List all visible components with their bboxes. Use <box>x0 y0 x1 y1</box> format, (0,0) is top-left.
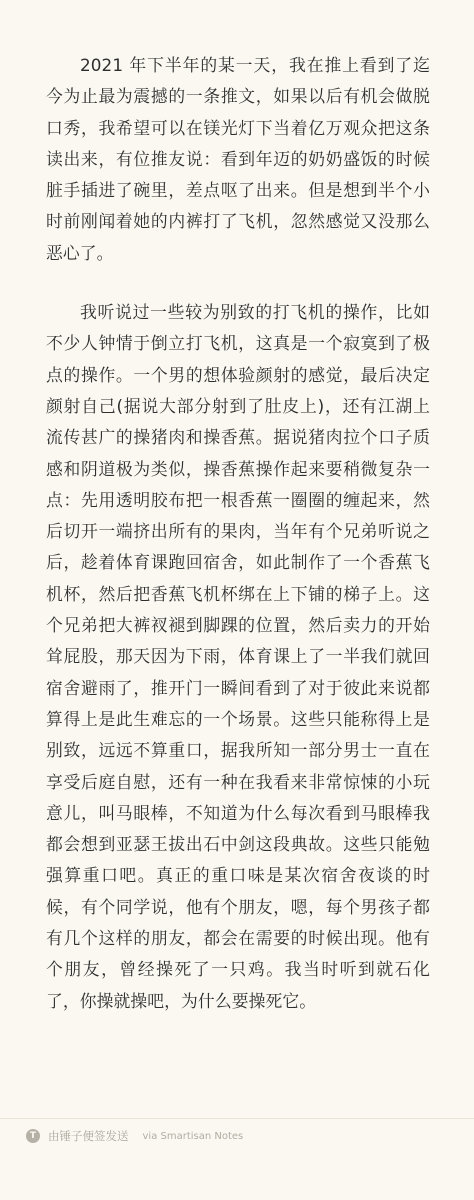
footer-divider <box>0 1118 474 1119</box>
footer-signature <box>26 1127 243 1145</box>
note-paragraph-1: 2021 年下半年的某一天，我在推上看到了迄今为止最为震撼的一条推文，如果以后有机会做脱口秀，我希望可以在镁光灯下当着亿万观众把这条读出来，有位推友说：看到年迈的奶奶盛饭的时候脏手插进了碗里，差点呕了出来。但是想到半个小时前刚闻着她的内裤打了飞机，忽然感觉又没那么恶心了。 <box>46 55 430 263</box>
note-body <box>46 50 430 1017</box>
sent-from-text: 由锤子便签发送 <box>48 1129 129 1143</box>
smartisan-t-icon: T <box>26 1129 40 1143</box>
via-app-text: via Smartisan Notes <box>142 1130 244 1142</box>
note-paragraph-2: 我听说过一些较为别致的打飞机的操作，比如不少人钟情于倒立打飞机，这真是一个寂寞到了极点的操作。一个男的想体验颜射的感觉，最后决定颜射自己(据说大部分射到了肚皮上)，还有江湖上流传甚广的操猪肉和操香蕉。据说猪肉拉个口子质感和阴道极为类似，操香蕉操作起来要稍微复杂一点：先用透明胶布把一根香蕉一圈圈的缠起来，然后切开一端挤出所有的果肉，当年有个兄弟听说之后，趁着体育课跑回宿舍，如此制作了一个香蕉飞机杯，然后把香蕉飞机杯绑在上下铺的梯子上。这个兄弟把大裤衩褪到脚踝的位置，然后卖力的开始耸屁股，那天因为下雨，体育课上了一半我们就回宿舍避雨了，推开门一瞬间看到了对于彼此来说都算得上是此生难忘的一个场景。这些只能称得上是别致，远远不算重口，据我所知一部分男士一直在享受后庭自慰，还有一种在我看来非常惊悚的小玩意儿，叫马眼棒，不知道为什么每次看到马眼棒我都会想到亚瑟王拔出石中剑这段典故。这些只能勉强算重口吧。真正的重口味是某次宿舍夜谈的时候，有个同学说，他有个朋友，嗯，每个男孩子都有几个这样的朋友，都会在需要的时候出现。他有个朋友，曾经操死了一只鸡。我当时听到就石化了，你操就操吧，为什么要操死它。 <box>46 302 430 1011</box>
